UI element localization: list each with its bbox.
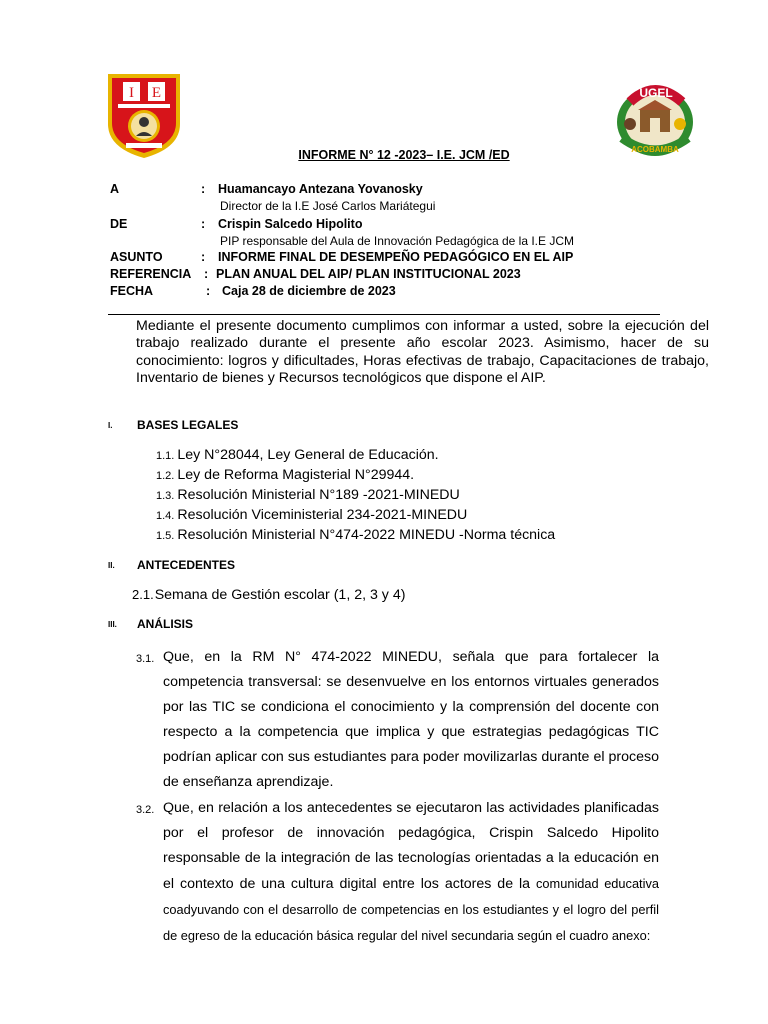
header-divider [108,314,660,315]
analysis-paragraph-3-1: Que, en la RM N° 474-2022 MINEDU, señala que para fortalecer la competencia transversal: se desenvuelve en los entornos virtuales generados por las TIC se condiciona el conocimiento y la comprensión del docente con respecto a la competencia que implica y que estrategias pedagógicas TIC podrían aplicar con sus estudiantes para poder movilizarlas durante el proceso de enseñanza aprendizaje. [163,649,659,790]
analysis-paragraph-text-tight: comunidad educativa coadyuvando con el desarrollo de competencias en los estudiantes y el logro del perfil de egreso de la educación básica regular del nivel secundaria según el cuadro anexo: [163,876,659,943]
section-heading-analisis [108,617,408,633]
intro-paragraph: Mediante el presente documento cumplimos con informar a usted, sobre la ejecución del trabajo realizado durante el presente año escolar 2023. Asimismo, hacer de su conocimiento: logros y dificultades, Horas efectivas de trabajo, Capacitaciones de trabajo, Inventario de bienes y Recursos tecnológicos que dispone el AIP. [136,318,709,387]
section-number: I. [108,421,113,430]
header-colon: : [201,217,206,231]
section-title: ANTECEDENTES [137,558,236,572]
list-item-number: 1.2. [156,470,175,482]
report-title: INFORME N° 12 -2023– I.E. JCM /ED [298,148,510,162]
list-item-text: Resolución Ministerial N°189 -2021-MINEDU [177,487,460,503]
header-colon: : [206,284,211,298]
section-title: BASES LEGALES [137,418,239,432]
header-value-asunto: INFORME FINAL DE DESEMPEÑO PEDAGÓGICO EN EL AIP [218,250,574,264]
header-label-fecha: FECHA [110,284,154,298]
svg-text:UGEL: UGEL [639,86,673,100]
list-item [132,587,405,603]
section-heading-bases-legales [108,418,408,434]
header-value-referencia: PLAN ANUAL DEL AIP/ PLAN INSTITUCIONAL 2023 [216,267,521,281]
analysis-paragraph-3-2 [163,796,659,949]
list-item-number: 1.4. [156,510,175,522]
list-item-text: Resolución Ministerial N°474-2022 MINEDU -Norma técnica [177,527,556,543]
section-number: II. [108,561,115,570]
list-item-text: Semana de Gestión escolar (1, 2, 3 y 4) [154,587,406,603]
svg-text:I: I [129,85,134,101]
header-label-de: DE [110,217,128,231]
ugel-logo [610,80,700,158]
section-heading-antecedentes [108,558,408,574]
school-shield-logo [106,72,182,160]
paragraph-number: 3.1. [136,653,155,665]
header-label-referencia: REFERENCIA [110,267,192,281]
header-label-a: A [110,182,120,196]
list-item [156,487,460,503]
list-item-number: 2.1. [132,587,154,602]
header-label-asunto: ASUNTO [110,250,163,264]
header-value-a: Huamancayo Antezana Yovanosky [218,182,423,196]
header-colon: : [204,267,209,281]
svg-text:ACOBAMBA: ACOBAMBA [631,145,679,154]
header-colon: : [201,182,206,196]
list-item [156,507,467,523]
svg-text:E: E [151,85,162,101]
paragraph-number: 3.2. [136,804,155,816]
list-item-text: Ley N°28044, Ley General de Educación. [177,447,439,463]
list-item-number: 1.5. [156,530,175,542]
list-item-text: Ley de Reforma Magisterial N°29944. [177,467,415,483]
header-sub-a: Director de la I.E José Carlos Mariátegui [220,199,436,213]
header-sub-de: PIP responsable del Aula de Innovación Pedagógica de la I.E JCM [220,234,575,248]
header-value-fecha: Caja 28 de diciembre de 2023 [222,284,396,298]
list-item-number: 1.3. [156,490,175,502]
section-number: III. [108,620,117,629]
list-item [156,447,439,463]
header-value-de: Crispin Salcedo Hipolito [218,217,363,231]
list-item-number: 1.1. [156,450,175,462]
section-title: ANÁLISIS [137,617,194,631]
analysis-paragraph-text: Que, en relación a los antecedentes se ejecutaron las actividades planificadas por el profesor de innovación pedagógica, Crispin Salcedo Hipolito responsable de la integración de las tecnologías orientadas a la educación en el contexto de una cultura digital entre los actores de la [163,800,659,892]
list-item [156,467,414,483]
list-item [156,527,555,543]
header-colon: : [201,250,206,264]
list-item-text: Resolución Viceministerial 234-2021-MINEDU [177,507,468,523]
